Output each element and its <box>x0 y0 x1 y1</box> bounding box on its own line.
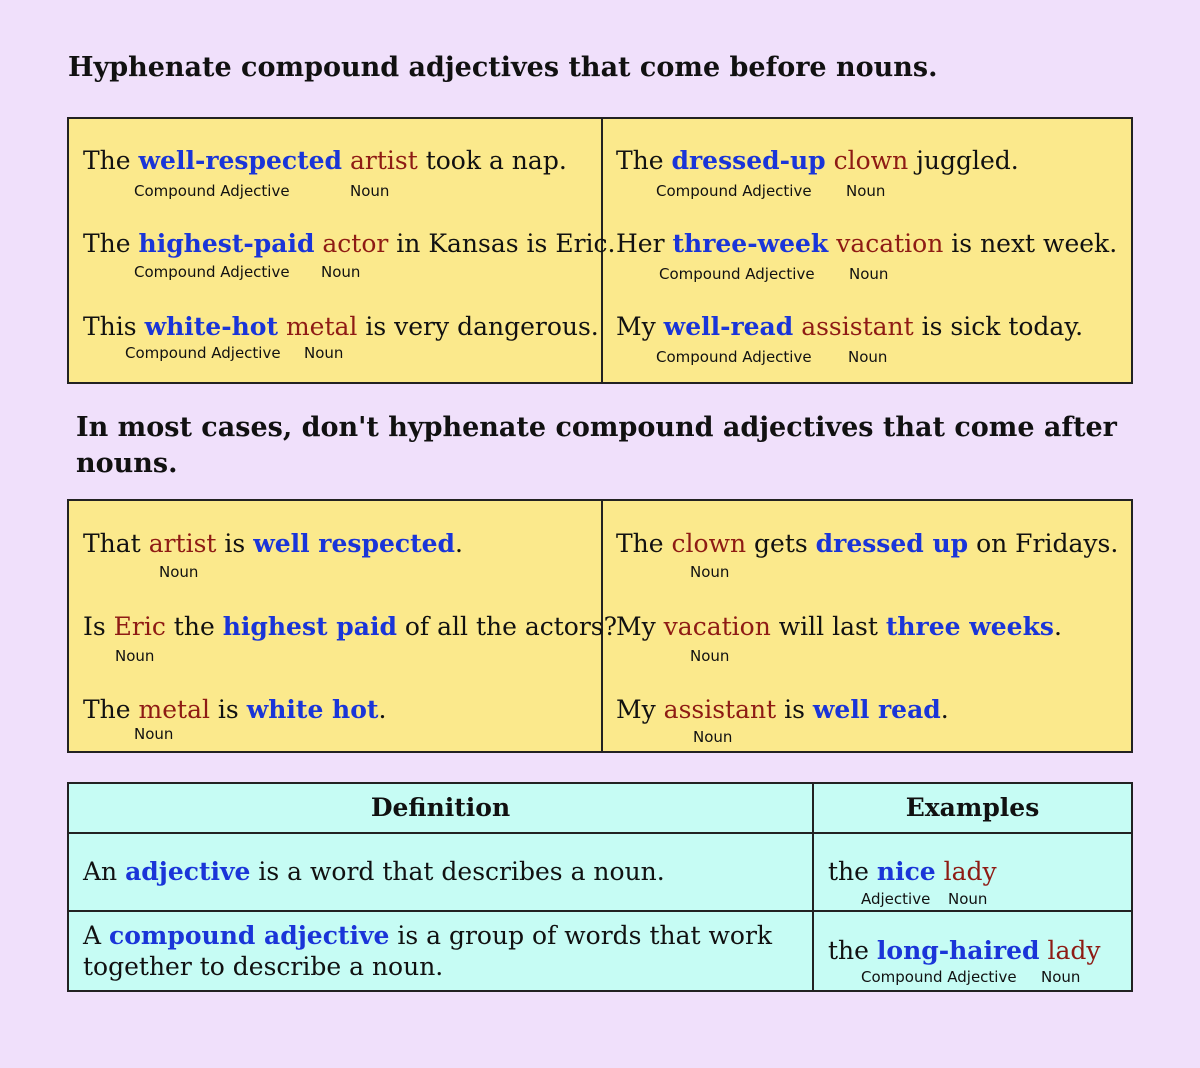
noun-label: Noun <box>848 348 888 366</box>
example-sentence: My vacation will last three weeks. <box>616 612 1062 641</box>
definition-column-header: Definition <box>370 793 511 822</box>
adjective-label: Adjective <box>861 890 931 908</box>
compound-adjective-label: Compound Adjective <box>656 182 812 200</box>
compound-adjective: well-read <box>663 312 794 341</box>
noun-label: Noun <box>693 728 733 746</box>
noun: Eric <box>113 612 166 641</box>
noun: lady <box>1047 936 1101 965</box>
table-row-divider <box>69 910 1131 912</box>
compound-adjective-label: Compound Adjective <box>125 344 281 362</box>
definition-cell: An adjective is a word that describes a noun. <box>83 857 665 886</box>
compound-adjective-label: Compound Adjective <box>656 348 812 366</box>
compound-adjective: well read <box>812 695 941 724</box>
noun: clown <box>833 146 909 175</box>
heading-after-nouns: In most cases, don't hyphenate compound adjectives that come after nouns. <box>76 412 1117 479</box>
noun: clown <box>671 529 747 558</box>
example-sentence: My well-read assistant is sick today. <box>616 312 1084 341</box>
compound-adjective: highest paid <box>222 612 397 641</box>
noun-label: Noun <box>304 344 344 362</box>
noun: vacation <box>663 612 771 641</box>
example-sentence: My assistant is well read. <box>616 695 949 724</box>
noun: lady <box>943 857 997 886</box>
example-sentence: The dressed-up clown juggled. <box>616 146 1019 175</box>
example-sentence: The well-respected artist took a nap. <box>83 146 567 175</box>
defined-term: compound adjective <box>109 921 390 950</box>
noun: assistant <box>663 695 777 724</box>
noun-label: Noun <box>115 647 155 665</box>
example-cell: the long-haired lady <box>828 936 1101 965</box>
noun-label: Noun <box>134 725 174 743</box>
compound-adjective: long-haired <box>876 936 1040 965</box>
noun-label: Noun <box>846 182 886 200</box>
noun-label: Noun <box>350 182 390 200</box>
definition-cell: A compound adjective is a group of words that work together to describe a noun. <box>83 921 780 981</box>
compound-adjective: highest-paid <box>138 229 315 258</box>
compound-adjective: three-week <box>672 229 829 258</box>
noun-label: Noun <box>849 265 889 283</box>
noun-label: Noun <box>321 263 361 281</box>
example-sentence: The metal is white hot. <box>83 695 387 724</box>
compound-adjective: white-hot <box>144 312 278 341</box>
compound-adjective-label: Compound Adjective <box>659 265 815 283</box>
before-nouns-examples-box <box>67 117 1133 384</box>
noun: assistant <box>801 312 914 341</box>
example-sentence: Her three-week vacation is next week. <box>616 229 1118 258</box>
noun: metal <box>138 695 210 724</box>
example-sentence: Is Eric the highest paid of all the actors? <box>83 612 618 641</box>
compound-adjective-label: Compound Adjective <box>134 182 290 200</box>
compound-adjective: well respected <box>253 529 456 558</box>
noun-label: Noun <box>159 563 199 581</box>
example-sentence: This white-hot metal is very dangerous. <box>83 312 599 341</box>
noun: vacation <box>836 229 944 258</box>
compound-adjective-label: Compound Adjective <box>134 263 290 281</box>
compound-adjective: well-respected <box>138 146 343 175</box>
noun: artist <box>349 146 418 175</box>
noun-label: Noun <box>690 647 730 665</box>
example-sentence: That artist is well respected. <box>83 529 463 558</box>
defined-term: adjective <box>125 857 251 886</box>
noun-label: Noun <box>1041 968 1081 986</box>
compound-adjective: three weeks <box>885 612 1054 641</box>
compound-adjective: dressed up <box>815 529 969 558</box>
compound-adjective-label: Compound Adjective <box>861 968 1017 986</box>
table-header-divider <box>69 832 1131 834</box>
noun: actor <box>322 229 389 258</box>
example-sentence: The clown gets dressed up on Fridays. <box>616 529 1119 558</box>
example-sentence: The highest-paid actor in Kansas is Eric. <box>83 229 616 258</box>
heading-before-nouns: Hyphenate compound adjectives that come before nouns. <box>68 52 938 83</box>
after-nouns-examples-box <box>67 499 1133 753</box>
noun: metal <box>285 312 358 341</box>
definition-table <box>67 782 1133 992</box>
example-cell: the nice lady <box>828 857 997 886</box>
examples-column-header: Examples <box>905 793 1040 822</box>
adjective: nice <box>876 857 936 886</box>
compound-adjective: dressed-up <box>671 146 826 175</box>
noun: artist <box>148 529 217 558</box>
compound-adjective: white hot <box>246 695 379 724</box>
noun-label: Noun <box>948 890 988 908</box>
noun-label: Noun <box>690 563 730 581</box>
